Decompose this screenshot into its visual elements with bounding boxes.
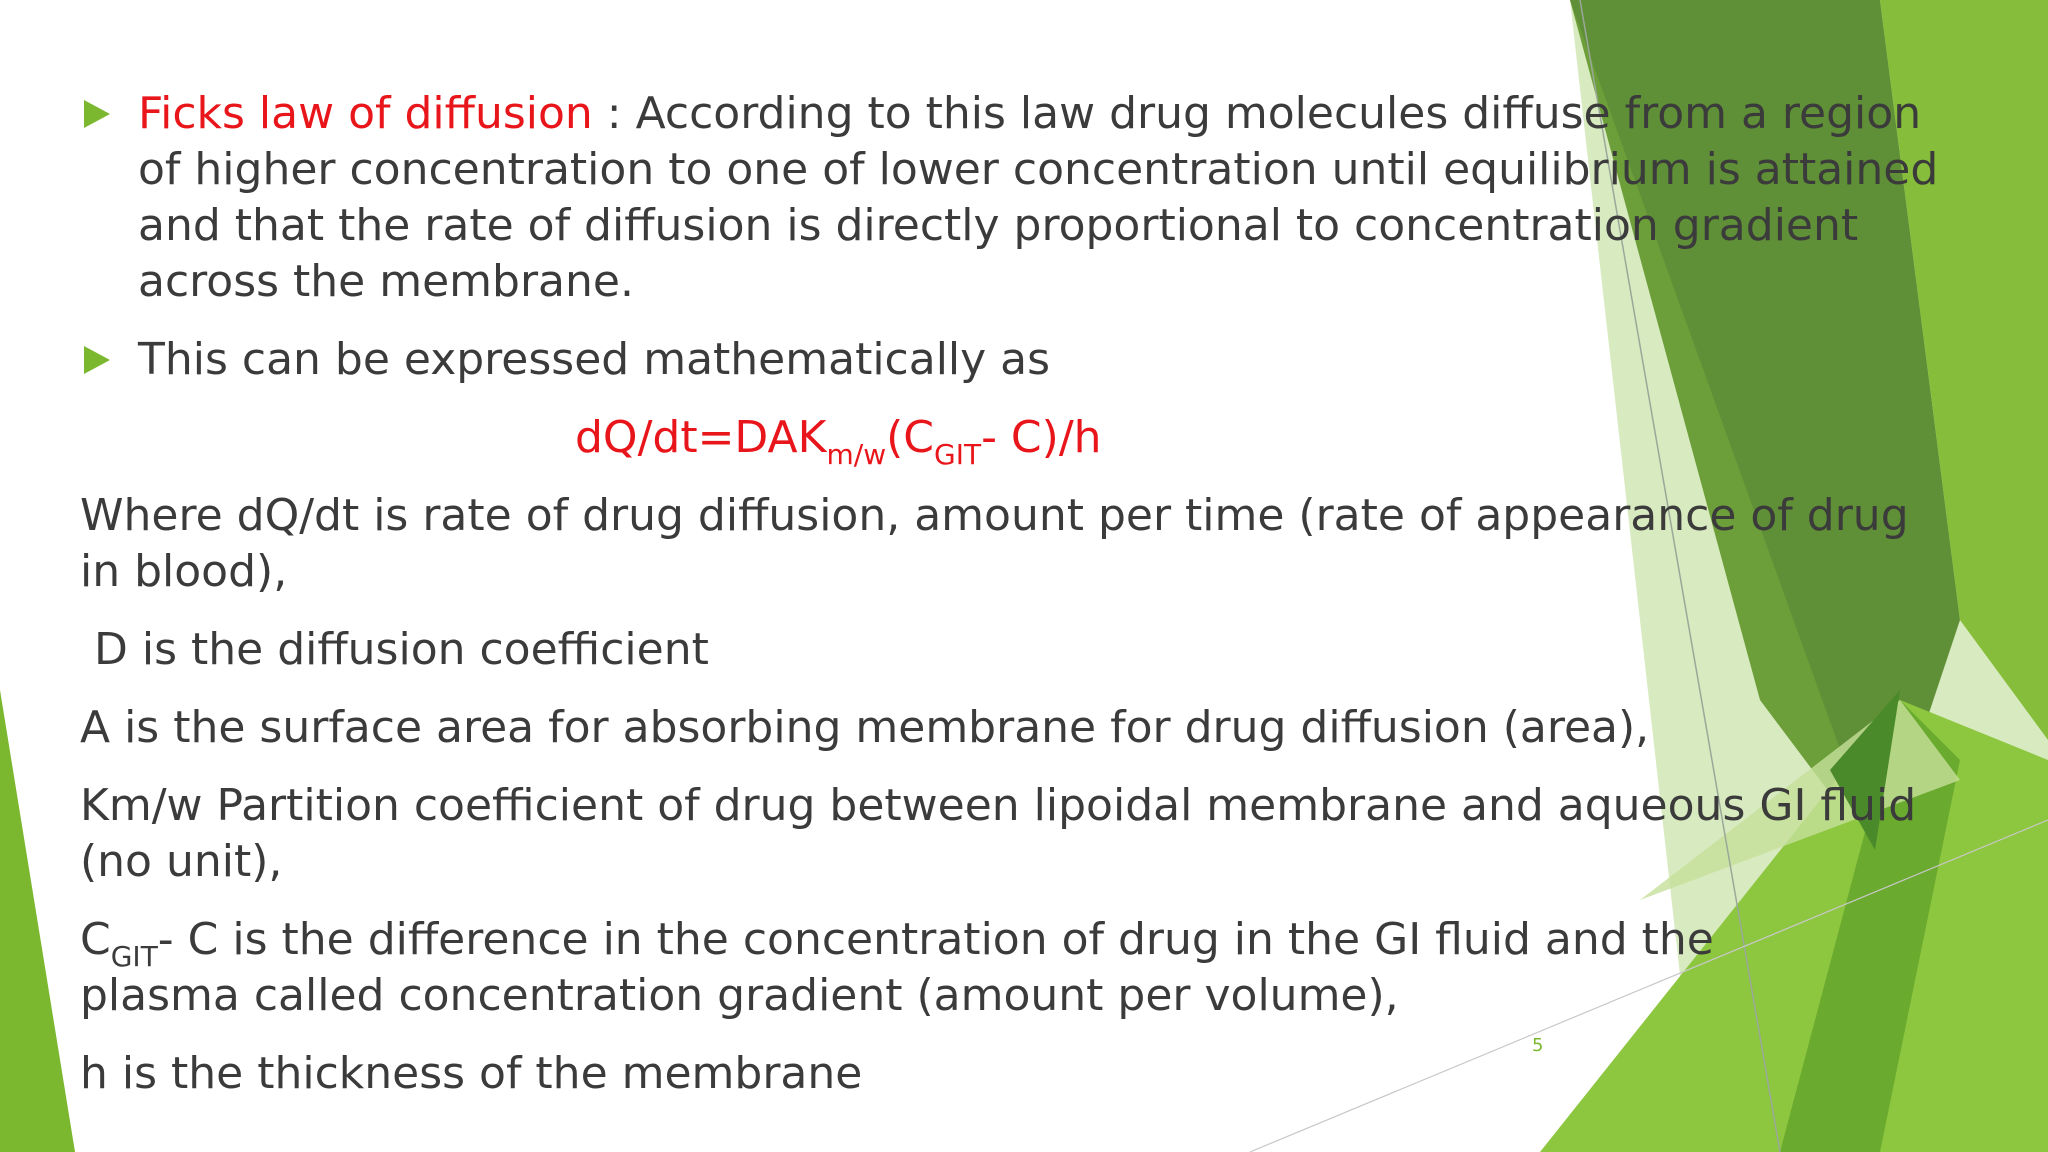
page-number: 5 [1532, 1035, 1544, 1056]
formula-sub-2: GIT [934, 438, 982, 471]
definition-a: A is the surface area for absorbing membrane for drug diffusion (area), [80, 702, 1650, 753]
definition-h: h is the thickness of the membrane [80, 1048, 863, 1099]
c-git-subscript: GIT [110, 940, 158, 973]
formula-part-2: (C [886, 412, 934, 463]
formula-part-1: dQ/dt=DAK [575, 412, 827, 463]
triangle-bullet-icon [84, 100, 110, 128]
bullet-expression-text: This can be expressed mathematically as [138, 334, 1051, 385]
formula-sub-1: m/w [826, 438, 887, 471]
ficks-law-term: Ficks law of diffusion [138, 88, 593, 139]
ficks-law-description: : According to this law drug molecules diffuse from a region of higher concentration to one of lower concentration until equilibrium is attained and that the rate of diffusion is directly proportional to concentration gradient across the membrane. [138, 88, 1939, 307]
definition-c-git [80, 912, 1880, 1024]
triangle-bullet-icon [84, 346, 110, 374]
definition-dq-dt: Where dQ/dt is rate of drug diffusion, amount per time (rate of appearance of drug in blood), [80, 490, 1909, 597]
c-git-text: - C is the difference in the concentration of drug in the GI fluid and the plasma called concentration gradient (amount per volume), [80, 914, 1714, 1021]
c-git-prefix: C [80, 914, 111, 965]
formula-part-3: - C)/h [981, 412, 1102, 463]
fick-formula [575, 410, 1102, 471]
definition-d: D is the diffusion coefficient [94, 624, 709, 675]
bullet-ficks-law-text [138, 86, 1968, 310]
definition-km: Km/w Partition coefficient of drug between lipoidal membrane and aqueous GI fluid (no unit), [80, 780, 1917, 887]
